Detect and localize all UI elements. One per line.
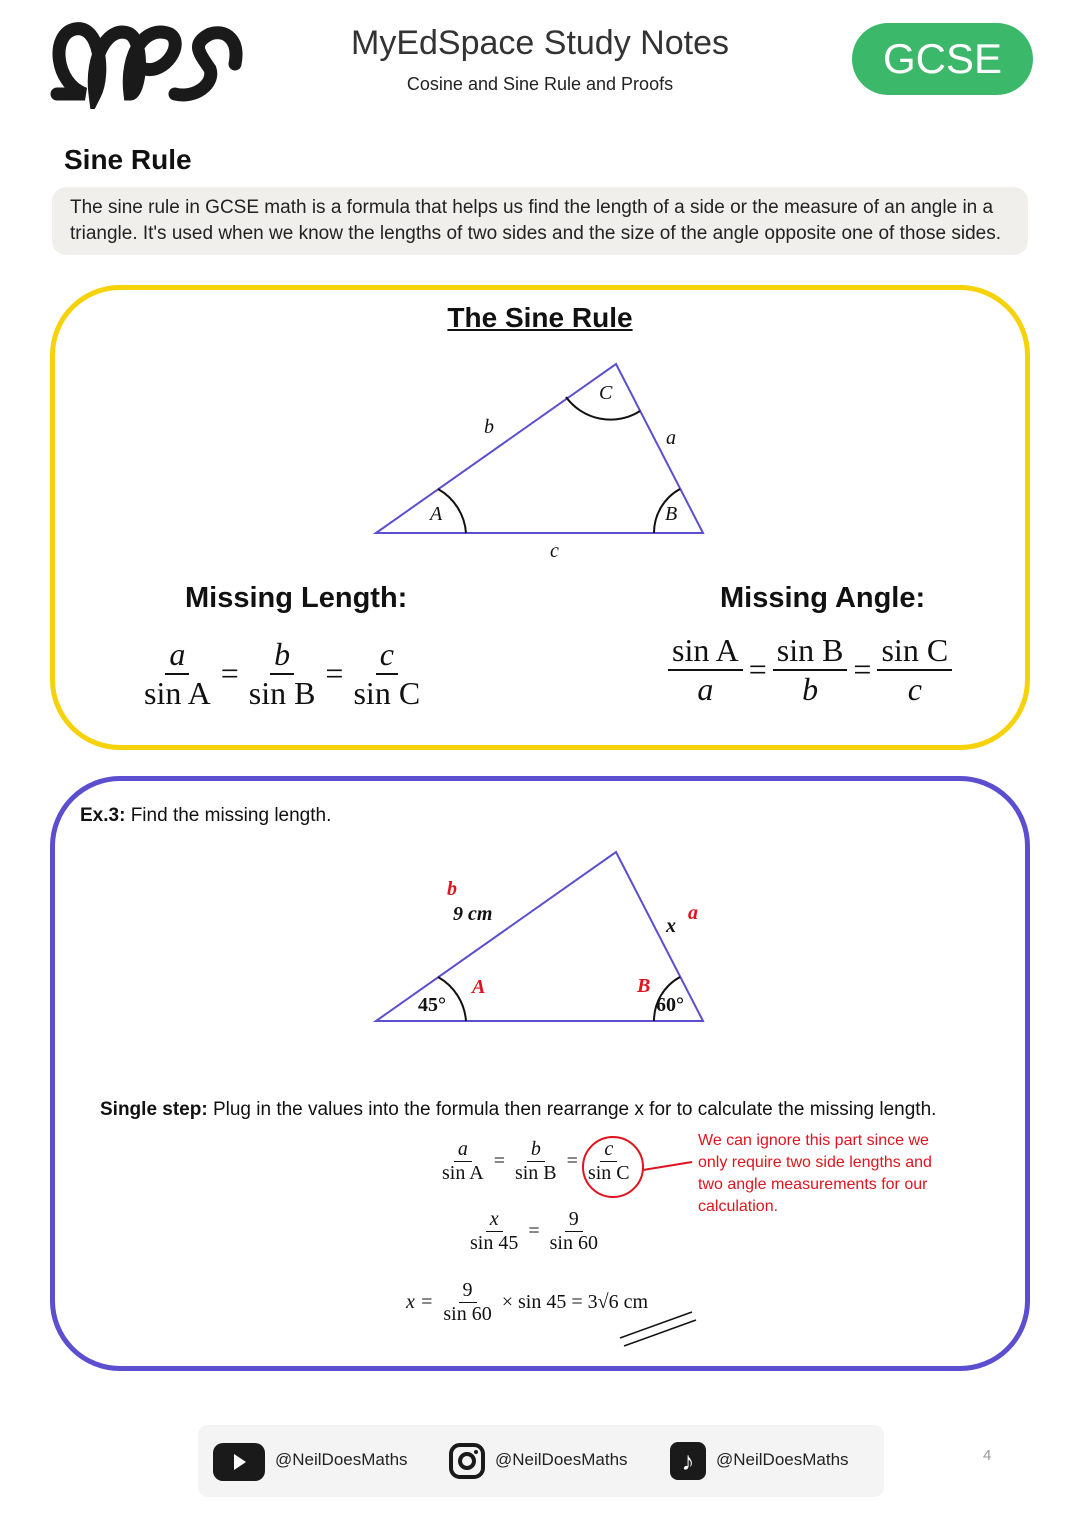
denominator: sin 60 (443, 1303, 492, 1325)
numerator: c (376, 636, 398, 675)
numerator: 9 (459, 1279, 477, 1303)
angle-B-label: B (637, 975, 651, 997)
missing-length-formula (140, 636, 424, 712)
angle-A-label: A (430, 503, 443, 525)
formula-line-1 (438, 1138, 634, 1185)
equals: = (566, 1150, 578, 1172)
denominator: b (802, 670, 819, 707)
numerator: a (454, 1138, 472, 1162)
equals: = (748, 651, 767, 688)
intro-box: The sine rule in GCSE math is a formula that helps us find the length of a side or the measure of an angle in a triangle. It's used when we know the lengths of two sides and the size of the angle opposite one of those sides. (52, 187, 1028, 255)
header-subtitle: Cosine and Sine Rule and Proofs (406, 74, 674, 94)
numerator: b (270, 636, 294, 675)
numerator: b (527, 1138, 545, 1162)
angle-C-label: C (599, 382, 613, 404)
side-c-label: c (550, 540, 559, 562)
side-x-label: x (666, 915, 676, 937)
equals: = (220, 655, 239, 692)
angle-B-value: 60° (656, 994, 684, 1016)
numerator: 9 (565, 1208, 583, 1232)
step-label: Single step: (100, 1099, 208, 1120)
side-a-label: a (666, 427, 676, 449)
numerator: c (600, 1138, 617, 1162)
numerator: sin C (877, 632, 952, 671)
denominator: sin C (587, 1162, 630, 1184)
youtube-handle[interactable]: @NeilDoesMaths (275, 1450, 408, 1469)
formula-line-3 (400, 1279, 654, 1326)
angle-B-label: B (665, 503, 678, 525)
denominator: sin 60 (549, 1232, 598, 1254)
denominator: a (697, 670, 714, 707)
missing-angle-label: Missing Angle: (720, 582, 926, 614)
angle-A-value: 45° (418, 994, 446, 1016)
tiktok-handle[interactable]: @NeilDoesMaths (716, 1450, 849, 1469)
denominator: sin 45 (470, 1232, 519, 1254)
side-b-label: b (484, 416, 494, 438)
denominator: sin B (514, 1162, 557, 1184)
equals: = (493, 1150, 505, 1172)
denominator: c (907, 670, 922, 707)
missing-length-label: Missing Length: (185, 582, 408, 614)
tiktok-icon[interactable]: ♪ (670, 1442, 706, 1480)
example-instruction: Find the missing length. (125, 805, 332, 826)
step-instruction (100, 1099, 936, 1121)
gcse-badge: GCSE (852, 23, 1033, 95)
equals: = (528, 1220, 540, 1242)
example-label (80, 805, 331, 827)
denominator: sin A (144, 674, 211, 711)
annotation-note: We can ignore this part since we only require two side lengths and two angle measurements for our calculation. (698, 1132, 932, 1215)
denominator: sin A (442, 1162, 484, 1184)
angle-A-label: A (472, 976, 486, 998)
side-b-label: b (447, 878, 457, 900)
section-title: Sine Rule (64, 144, 192, 175)
formula-line-2 (466, 1208, 602, 1255)
missing-angle-formula (668, 632, 952, 708)
sine-rule-title: The Sine Rule (447, 302, 633, 333)
instagram-handle[interactable]: @NeilDoesMaths (495, 1450, 628, 1469)
step-text: Plug in the values into the formula then rearrange x for to calculate the missing length. (207, 1099, 937, 1120)
page-number: 4 (983, 1447, 992, 1464)
denominator: sin C (353, 674, 421, 711)
numerator: a (165, 636, 189, 675)
header-title: MyEdSpace Study Notes (351, 24, 729, 62)
numerator: x (486, 1208, 503, 1232)
youtube-icon[interactable] (213, 1443, 265, 1481)
instagram-icon[interactable] (449, 1443, 485, 1479)
equals: = (325, 655, 344, 692)
numerator: sin A (668, 632, 743, 671)
denominator: sin B (248, 674, 316, 711)
equals: = (853, 651, 872, 688)
numerator: sin B (773, 632, 848, 671)
lhs: x = (406, 1291, 434, 1313)
side-a-label: a (688, 902, 698, 924)
example-number: Ex.3: (80, 805, 126, 826)
result: × sin 45 = 3√6 cm (501, 1291, 649, 1313)
side-b-value: 9 cm (453, 903, 493, 925)
